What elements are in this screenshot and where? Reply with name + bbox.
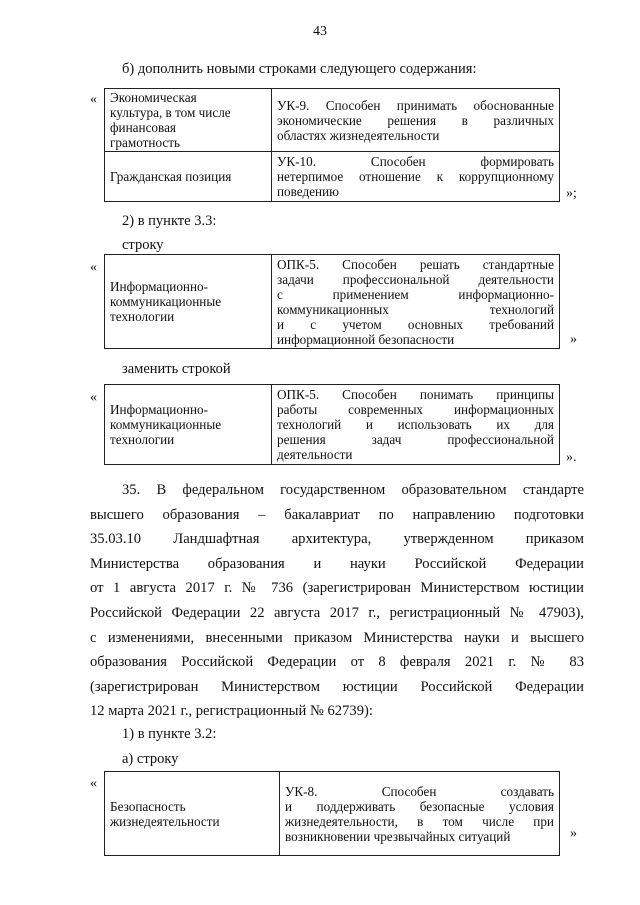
point-1-line: 1) в пункте 3.2:: [122, 726, 217, 742]
table-row: [105, 772, 560, 856]
table-cell-left: Гражданская позиция: [105, 152, 272, 202]
table-row: [105, 89, 560, 152]
table-row: [105, 255, 560, 349]
close-quote: »: [570, 332, 577, 347]
open-quote: «: [90, 390, 97, 405]
table-cell-right: ОПК-5. Способен решать стандартные задачи профессиональной деятельности с применением информационно- коммуникационных технологий и с учетом основных требований информационной безопасности: [272, 255, 560, 349]
table-cell-left: Информационно- коммуникационные технологии: [105, 385, 272, 465]
table-4: [104, 771, 560, 856]
table-cell-left: Безопасность жизнедеятельности: [105, 772, 280, 856]
page-number: 43: [313, 24, 327, 39]
replace-line: заменить строкой: [122, 361, 231, 377]
close-quote: »: [570, 826, 577, 841]
open-quote: «: [90, 776, 97, 791]
table-2: [104, 254, 560, 349]
intro-b-line: б) дополнить новыми строками следующего содержания:: [122, 61, 477, 77]
open-quote: «: [90, 260, 97, 275]
point-2-line: 2) в пункте 3.3:: [122, 213, 217, 229]
table-cell-right: УК-8. Способен создавать и поддерживать безопасные условия жизнедеятельности, в том числе при возникновении чрезвычайных ситуаций: [280, 772, 560, 856]
table-cell-left: Информационно- коммуникационные технологии: [105, 255, 272, 349]
close-quote: »;: [566, 186, 577, 201]
row-word-line: строку: [122, 237, 164, 253]
table-cell-left: Экономическая культура, в том числе финансовая грамотность: [105, 89, 272, 152]
point-a-line: а) строку: [122, 751, 179, 767]
paragraph-35: 35. В федеральном государственном образовательном стандарте высшего образования – бакалавриат по направлению подготовки 35.03.10 Ландшафтная архитектура, утвержденном приказом Министерства образования и науки Российской Федерации от 1 августа 2017 г. № 736 (зарегистрирован Министерством юстиции Российской Федерации 22 августа 2017 г., регистрационный № 47903), с изменениями, внесенными приказом Министерства науки и высшего образования Российской Федерации от 8 февраля 2021 г. № 83 (зарегистрирован Министерством юстиции Российской Федерации 12 марта 2021 г., регистрационный № 62739):: [90, 482, 584, 720]
table-3: [104, 384, 560, 465]
table-cell-right: ОПК-5. Способен понимать принципы работы современных информационных технологий и использовать их для решения задач профессиональной деятельности: [272, 385, 560, 465]
close-quote: ».: [566, 450, 577, 465]
table-1: [104, 88, 560, 202]
table-row: [105, 385, 560, 465]
table-cell-right: УК-9. Способен принимать обоснованные экономические решения в различных областях жизнедеятельности: [272, 89, 560, 152]
table-cell-right: УК-10. Способен формировать нетерпимое отношение к коррупционному поведению: [272, 152, 560, 202]
table-row: [105, 152, 560, 202]
open-quote: «: [90, 92, 97, 107]
